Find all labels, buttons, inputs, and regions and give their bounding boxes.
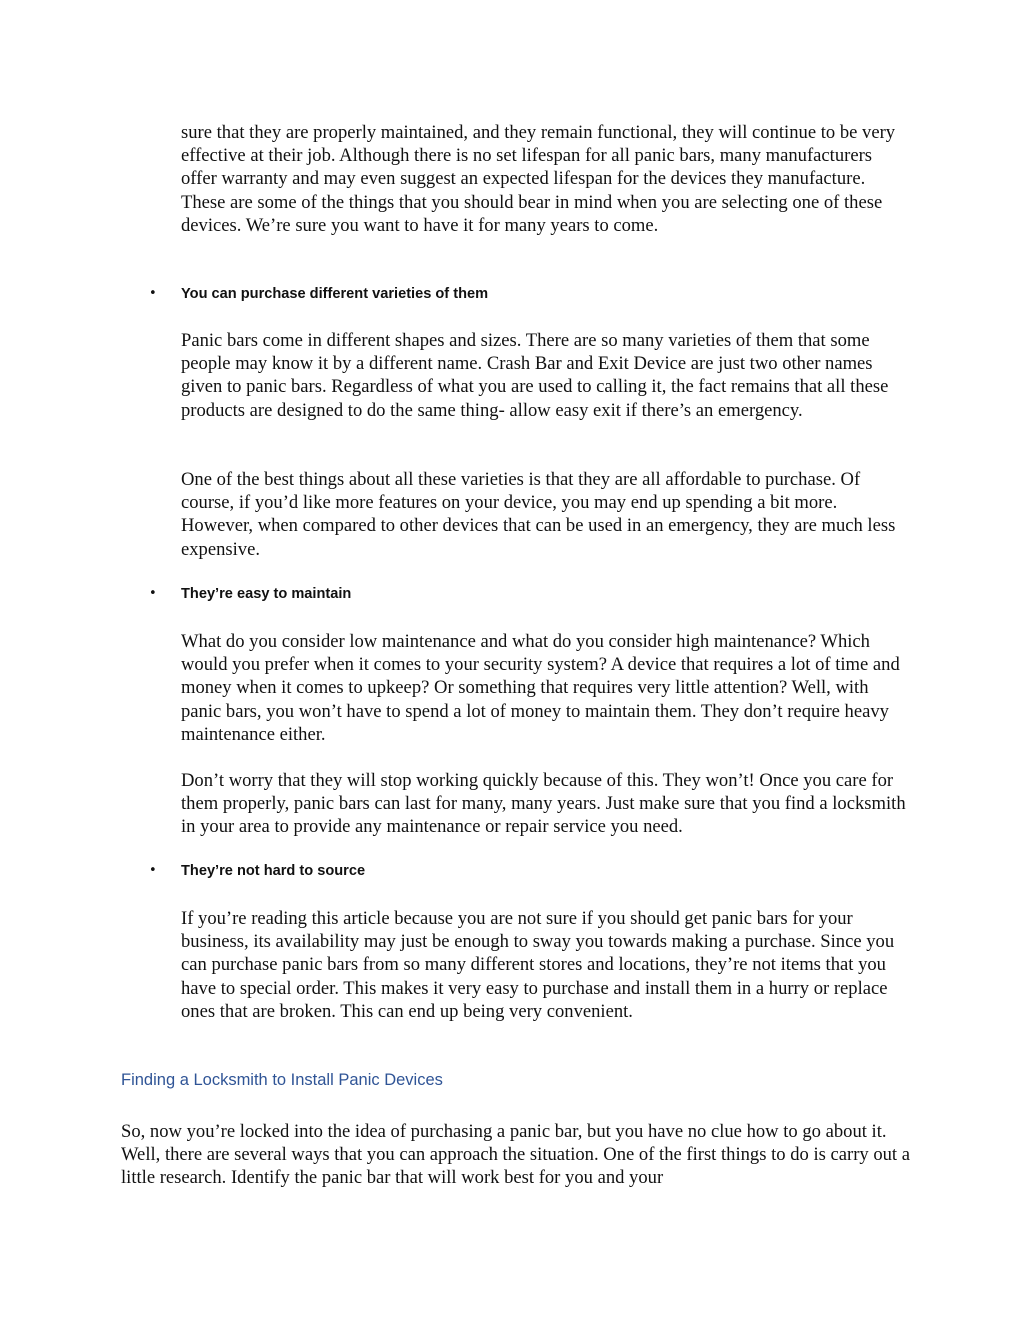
final-paragraph: So, now you’re locked into the idea of purchasing a panic bar, but you have no clue how to go about it. Well, there are several ways that you can approach the situation. One of the first things to do is carry out a little research. Identify the panic bar that will work best for you and your (121, 1121, 910, 1189)
intro-paragraph: sure that they are properly maintained, and they remain functional, they will continue to be very effective at their job. Although there is no set lifespan for all panic bars, many manufacturers offer warranty and may even suggest an expected lifespan for the devices they manufacture. These are some of the things that you should bear in mind when you are selecting one of these devices. We’re sure you want to have it for many years to come. (181, 122, 896, 236)
bullet-label: They’re easy to maintain (181, 586, 352, 602)
bullet-item-source (149, 860, 909, 882)
source-paragraph: If you’re reading this article because you are not sure if you should get panic bars for your business, its availability may just be enough to sway you towards making a purchase. Since you can purchase panic bars from so many different stores and locations, they’re not items that you have to special order. This makes it very easy to purchase and install them in a hurry or replace ones that are broken. This can end up being very convenient. (181, 908, 895, 1022)
section-heading: Finding a Locksmith to Install Panic Devices (121, 1071, 443, 1089)
bullet-icon: • (149, 863, 157, 878)
varieties-paragraph-1: Panic bars come in different shapes and sizes. There are so many varieties of them that some people may know it by a different name. Crash Bar and Exit Device are just two other names given to panic bars. Regardless of what you are used to calling it, the fact remains that all these products are designed to do the same thing- allow easy exit if there’s an emergency. (181, 330, 889, 421)
maintain-paragraph-2: Don’t worry that they will stop working quickly because of this. They won’t! Once you care for them properly, panic bars can last for many, many years. Just make sure that you find a locksmith in your area to provide any maintenance or repair service you need. (181, 770, 906, 838)
bullet-label: You can purchase different varieties of them (181, 286, 489, 302)
maintain-paragraph-1: What do you consider low maintenance and what do you consider high maintenance? Which would you prefer when it comes to your security system? A device that requires a lot of time and money when it comes to upkeep? Or something that requires very little attention? Well, with panic bars, you won’t have to spend a lot of money to maintain them. They don’t require heavy maintenance either. (181, 631, 900, 745)
bullet-icon: • (149, 286, 157, 301)
varieties-paragraph-2: One of the best things about all these varieties is that they are all affordable to purchase. Of course, if you’d like more features on your device, you may end up spending a bit more. However, when compared to other devices that can be used in an emergency, they are much less expensive. (181, 469, 896, 560)
bullet-item-varieties (149, 283, 909, 305)
bullet-label: They’re not hard to source (181, 863, 366, 879)
bullet-icon: • (149, 586, 157, 601)
bullet-item-maintain (149, 583, 909, 605)
